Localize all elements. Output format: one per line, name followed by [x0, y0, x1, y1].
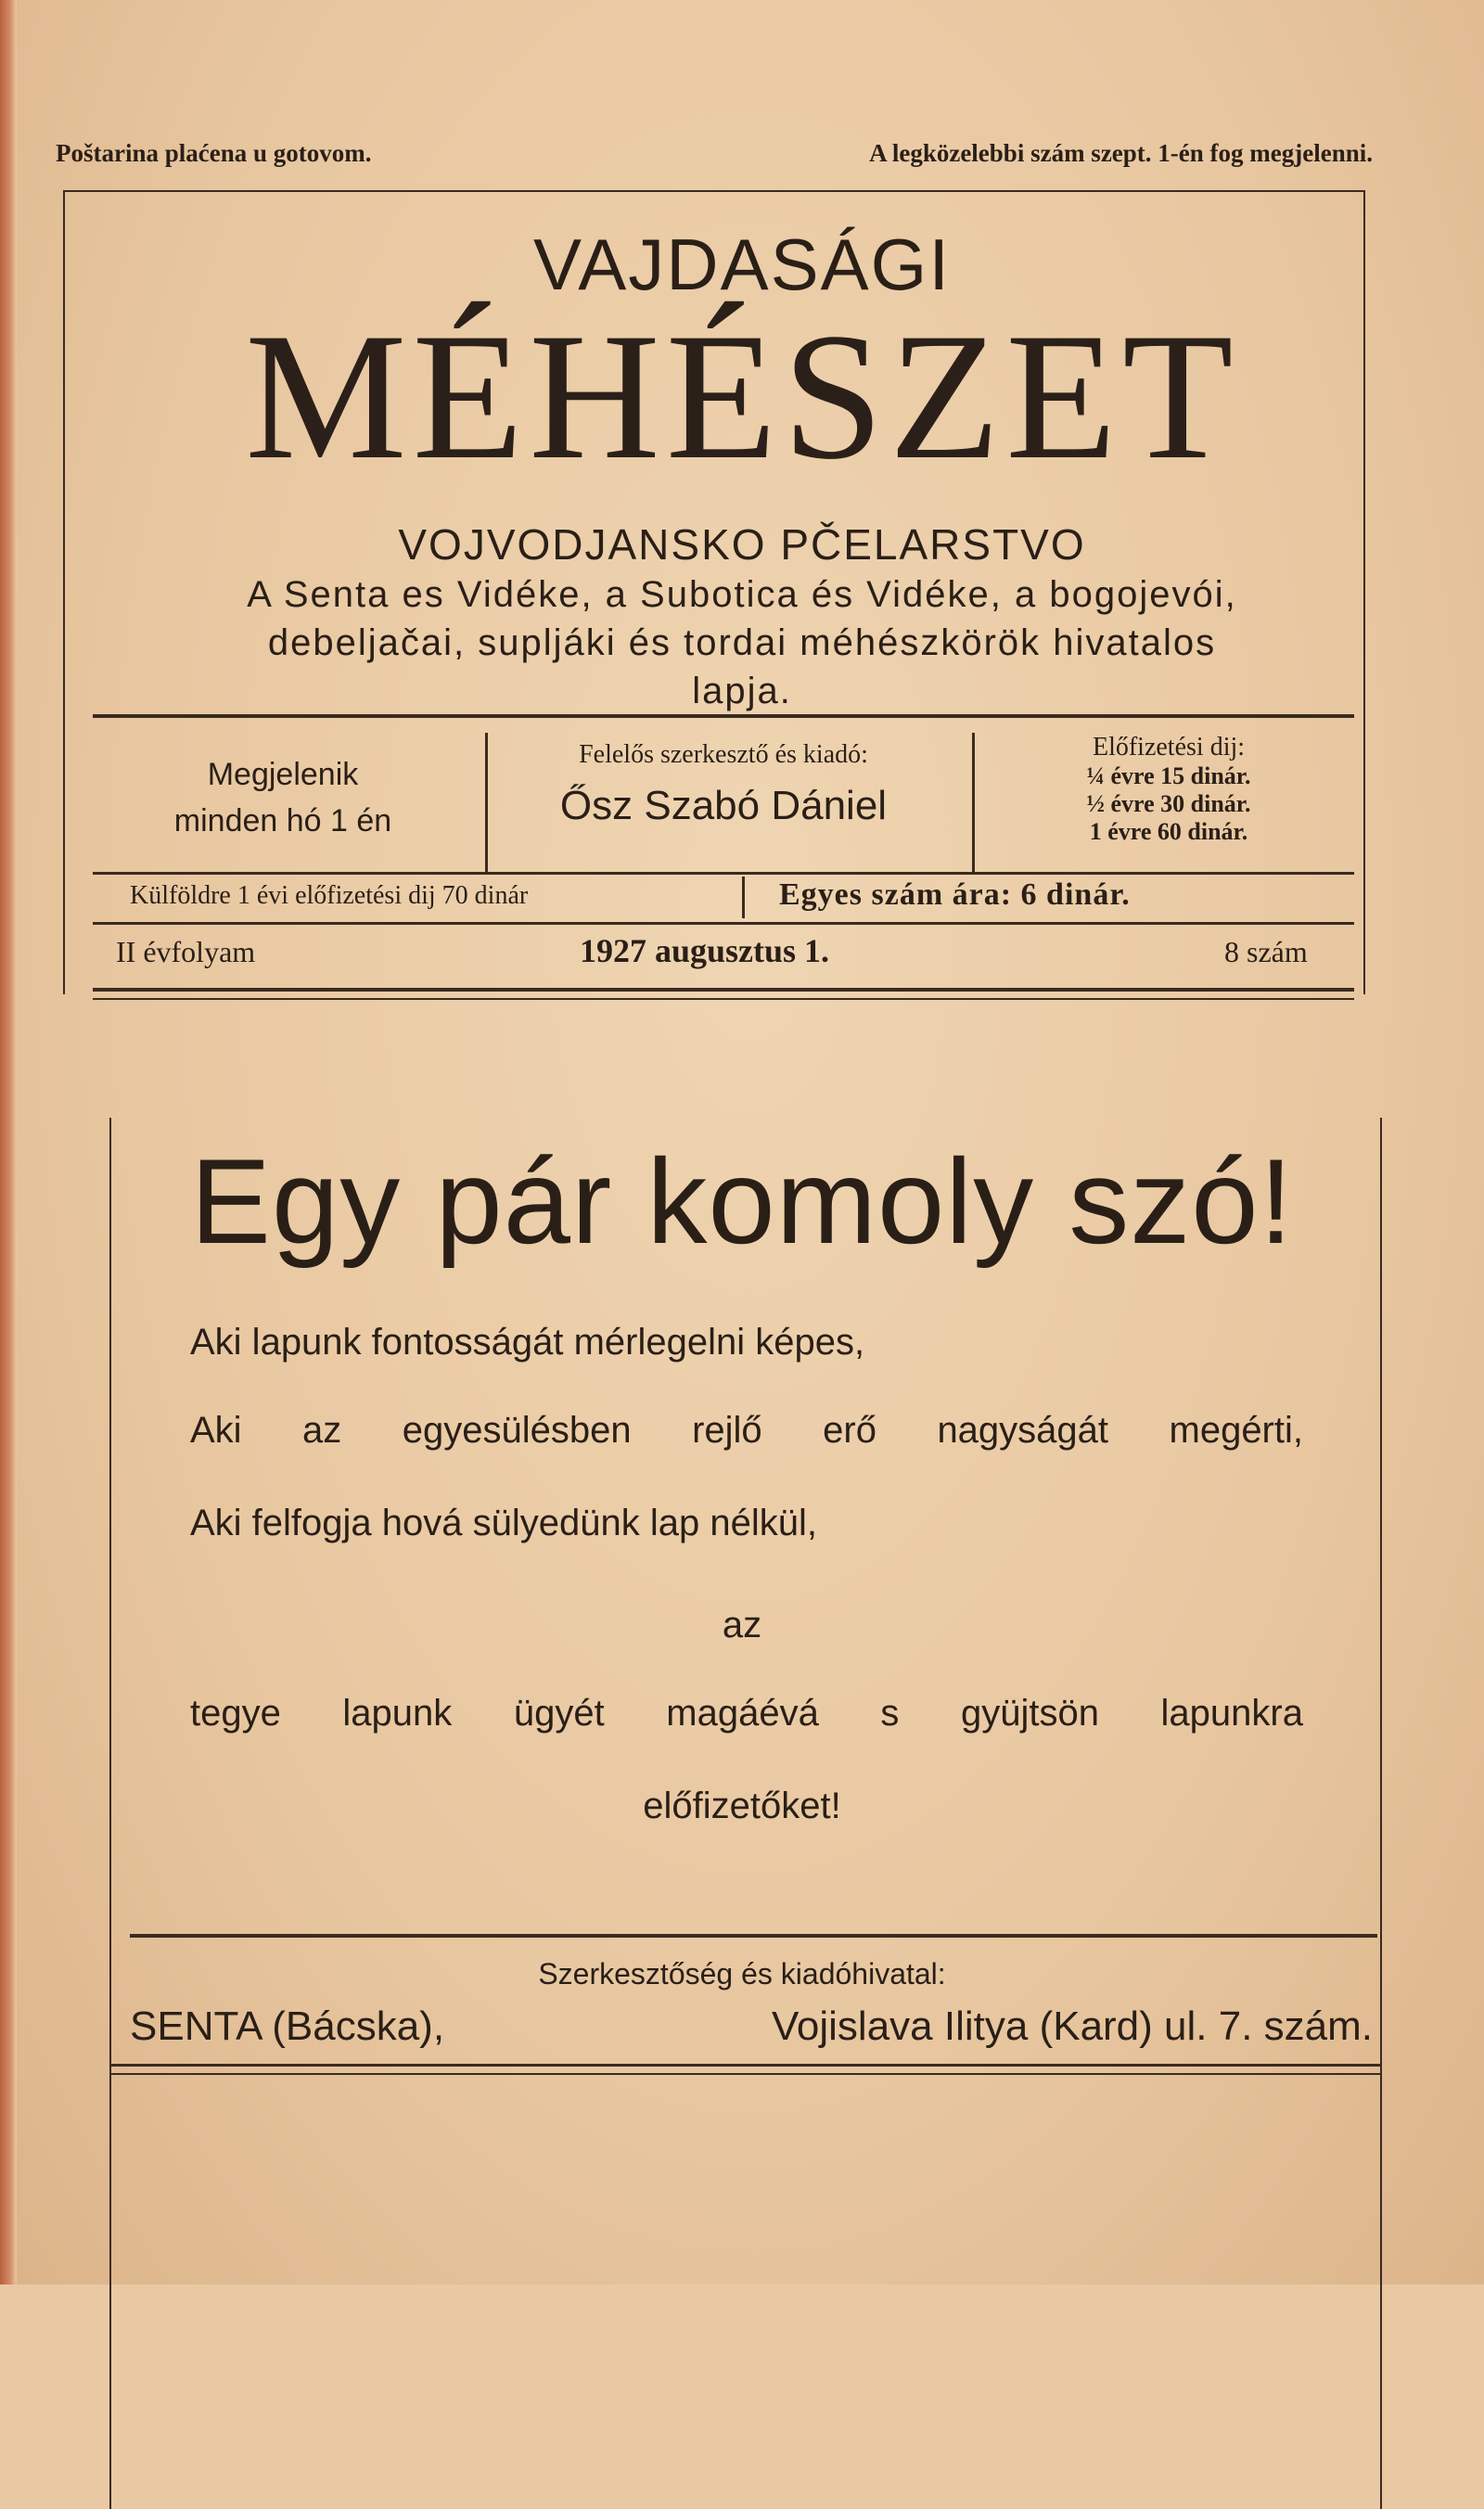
- masthead-kicker: VAJDASÁGI: [532, 224, 951, 305]
- price-row: ½ évre 30 dinár.: [1086, 790, 1251, 817]
- column-separator: [742, 877, 745, 918]
- divider: [93, 872, 1354, 875]
- word: az: [302, 1410, 342, 1451]
- article-line: az: [722, 1605, 762, 1645]
- address-street: Vojislava Ilitya (Kard) ul. 7. szám.: [771, 2003, 1373, 2049]
- price-label: Előfizetési dij:: [1092, 733, 1246, 762]
- word: gyüjtsön: [960, 1693, 1099, 1734]
- price-row: 1 évre 60 dinár.: [1089, 818, 1248, 845]
- issue-date: 1927 augusztus 1.: [580, 932, 830, 969]
- masthead-subtitle: [102, 570, 1382, 715]
- divider: [93, 714, 1354, 718]
- word: tegye: [190, 1693, 281, 1734]
- contact-label: Szerkesztőség és kiadóhivatal:: [538, 1957, 946, 1991]
- word: megérti,: [1169, 1410, 1303, 1451]
- article-line: [190, 1410, 1303, 1452]
- word: s: [880, 1693, 900, 1734]
- divider: [130, 1934, 1377, 1938]
- address-line: [130, 2003, 1373, 2050]
- article-line: [190, 1693, 1303, 1735]
- subtitle-line: A Senta es Vidéke, a Subotica és Vidéke, a bogojevói,: [247, 574, 1237, 615]
- divider: [93, 998, 1354, 1000]
- divider: [93, 922, 1354, 925]
- issue-number: 8 szám: [1224, 935, 1308, 968]
- frequency-info: [102, 751, 464, 844]
- price-row: ¼ évre 15 dinár.: [1086, 762, 1251, 789]
- editor-info: [492, 733, 955, 829]
- masthead-title: MÉHÉSZET: [245, 296, 1239, 497]
- abroad-price: Külföldre 1 évi előfizetési dij 70 dinár: [130, 881, 529, 910]
- word: ügyét: [513, 1693, 605, 1734]
- serbian-title: VOJVODJANSKO PČELARSTVO: [398, 520, 1086, 569]
- word: Aki: [190, 1410, 242, 1451]
- subscription-info: [983, 733, 1354, 846]
- word: lapunkra: [1160, 1693, 1303, 1734]
- article-line: előfizetőket!: [643, 1786, 841, 1826]
- word: egyesülésben: [402, 1410, 632, 1451]
- volume: II évfolyam: [116, 935, 256, 968]
- word: lapunk: [342, 1693, 453, 1734]
- word: rejlő: [692, 1410, 762, 1451]
- editor-name: Ősz Szabó Dániel: [559, 783, 888, 828]
- frequency-line: Megjelenik: [207, 757, 359, 792]
- divider: [109, 2064, 1380, 2067]
- address-city: SENTA (Bácska),: [130, 2003, 445, 2049]
- word: nagyságát: [937, 1410, 1109, 1451]
- top-notes: [56, 139, 1373, 168]
- postage-note: Poštarina plaćena u gotovom.: [56, 139, 372, 167]
- single-issue-price: Egyes szám ára: 6 dinár.: [779, 877, 1131, 912]
- frequency-line: minden hó 1 én: [173, 803, 392, 838]
- word: erő: [823, 1410, 876, 1451]
- word: magáévá: [666, 1693, 819, 1734]
- article-line: Aki lapunk fontosságát mérlegelni képes,: [190, 1322, 865, 1363]
- column-separator: [972, 733, 975, 872]
- divider: [93, 988, 1354, 992]
- article-line: Aki felfogja hová sülyedünk lap nélkül,: [190, 1503, 817, 1543]
- article-headline: Egy pár komoly szó!: [190, 1133, 1294, 1269]
- next-issue-note: A legközelebbi szám szept. 1-én fog megjelenni.: [869, 139, 1373, 167]
- editor-label: Felelős szerkesztő és kiadó:: [579, 740, 868, 769]
- subtitle-line: lapja.: [692, 671, 792, 711]
- divider: [109, 2073, 1380, 2075]
- column-separator: [485, 733, 488, 872]
- subtitle-line: debeljačai, supljáki és tordai méhészkörök hivatalos: [267, 622, 1217, 663]
